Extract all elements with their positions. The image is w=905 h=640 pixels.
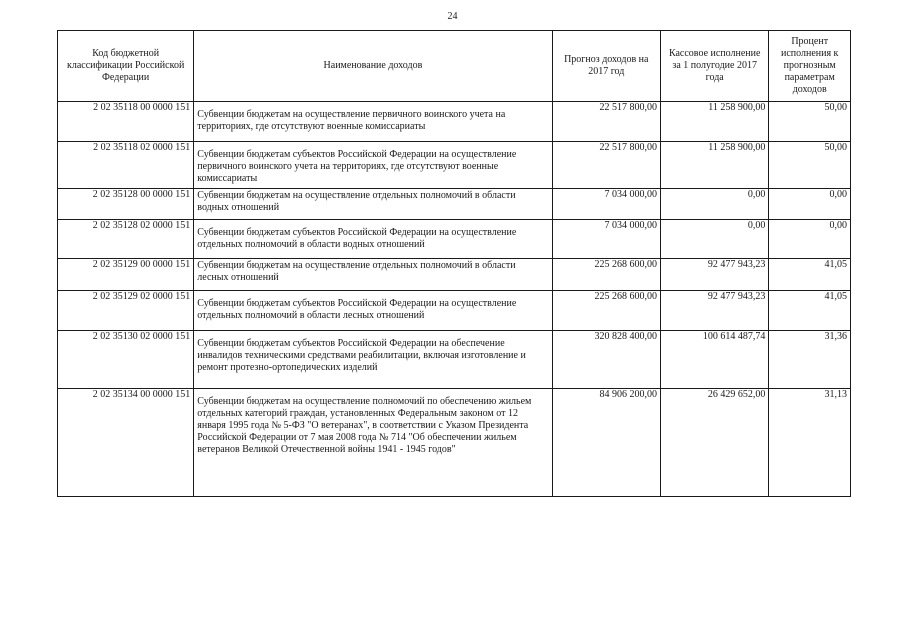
row-code: 2 02 35118 02 0000 151	[58, 142, 194, 189]
row-plan: 7 034 000,00	[552, 220, 660, 259]
row-code: 2 02 35128 02 0000 151	[58, 220, 194, 259]
row-name: Субвенции бюджетам субъектов Российской Федерации на осуществление первичного воинского учета на территориях, где отсутствуют военные комиссариаты	[194, 142, 552, 189]
row-pct: 50,00	[769, 102, 851, 142]
table-row	[58, 331, 851, 389]
row-plan: 22 517 800,00	[552, 142, 660, 189]
row-exec: 0,00	[660, 220, 768, 259]
row-name: Субвенции бюджетам на осуществление полномочий по обеспечению жильем отдельных категорий граждан, установленных Федеральным законом от 12 января 1995 года № 5-ФЗ "О ветеранах", в соответствии с Указом Президента Российской Федерации от 7 мая 2008 года № 714 "Об обеспечении жильем ветеранов Великой Отечественной войны 1941 - 1945 годов"	[194, 389, 552, 497]
table-row	[58, 220, 851, 259]
row-pct: 41,05	[769, 291, 851, 331]
table-row	[58, 291, 851, 331]
row-plan: 22 517 800,00	[552, 102, 660, 142]
row-name: Субвенции бюджетам субъектов Российской Федерации на осуществление отдельных полномочий в области водных отношений	[194, 220, 552, 259]
header-code: Код бюджетной классификации Российской Федерации	[58, 31, 194, 102]
row-name: Субвенции бюджетам на осуществление отдельных полномочий в области лесных отношений	[194, 259, 552, 291]
row-plan: 225 268 600,00	[552, 259, 660, 291]
table-row	[58, 389, 851, 497]
row-name: Субвенции бюджетам субъектов Российской Федерации на осуществление отдельных полномочий в области лесных отношений	[194, 291, 552, 331]
row-name: Субвенции бюджетам на осуществление отдельных полномочий в области водных отношений	[194, 189, 552, 220]
row-name: Субвенции бюджетам субъектов Российской Федерации на обеспечение инвалидов техническими средствами реабилитации, включая изготовление и ремонт протезно-ортопедических изделий	[194, 331, 552, 389]
row-plan: 7 034 000,00	[552, 189, 660, 220]
table-row	[58, 102, 851, 142]
row-pct: 41,05	[769, 259, 851, 291]
revenue-table	[57, 30, 851, 497]
row-code: 2 02 35130 02 0000 151	[58, 331, 194, 389]
row-plan: 320 828 400,00	[552, 331, 660, 389]
row-pct: 0,00	[769, 220, 851, 259]
row-code: 2 02 35129 00 0000 151	[58, 259, 194, 291]
table-row	[58, 142, 851, 189]
table-row	[58, 189, 851, 220]
row-plan: 84 906 200,00	[552, 389, 660, 497]
header-plan: Прогноз доходов на 2017 год	[552, 31, 660, 102]
row-code: 2 02 35118 00 0000 151	[58, 102, 194, 142]
table-header-row	[58, 31, 851, 102]
row-pct: 50,00	[769, 142, 851, 189]
header-exec: Кассовое исполнение за 1 полугодие 2017 года	[660, 31, 768, 102]
row-code: 2 02 35128 00 0000 151	[58, 189, 194, 220]
row-exec: 0,00	[660, 189, 768, 220]
row-exec: 11 258 900,00	[660, 142, 768, 189]
row-pct: 31,13	[769, 389, 851, 497]
header-pct: Процент исполнения к прогнозным параметрам доходов	[769, 31, 851, 102]
table-row	[58, 259, 851, 291]
row-exec: 92 477 943,23	[660, 259, 768, 291]
page-number: 24	[447, 11, 458, 22]
row-pct: 0,00	[769, 189, 851, 220]
row-exec: 100 614 487,74	[660, 331, 768, 389]
row-plan: 225 268 600,00	[552, 291, 660, 331]
row-exec: 11 258 900,00	[660, 102, 768, 142]
row-name: Субвенции бюджетам на осуществление первичного воинского учета на территориях, где отсутствуют военные комиссариаты	[194, 102, 552, 142]
row-exec: 92 477 943,23	[660, 291, 768, 331]
header-name: Наименование доходов	[194, 31, 552, 102]
row-pct: 31,36	[769, 331, 851, 389]
row-code: 2 02 35134 00 0000 151	[58, 389, 194, 497]
row-exec: 26 429 652,00	[660, 389, 768, 497]
row-code: 2 02 35129 02 0000 151	[58, 291, 194, 331]
